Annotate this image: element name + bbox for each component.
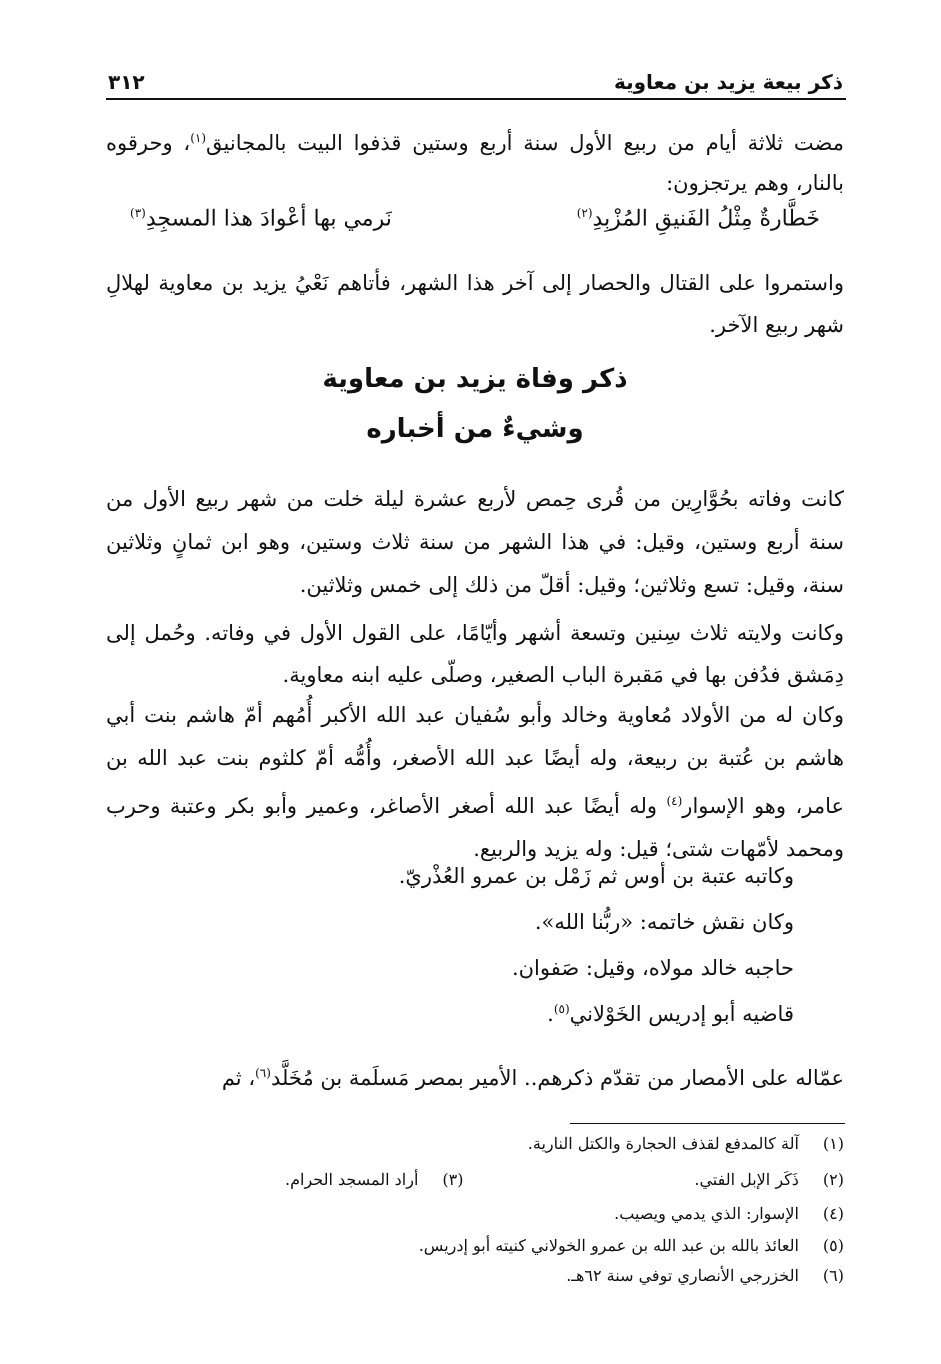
footnote-number: (٢) (822, 1170, 844, 1189)
footnote-6 (106, 1266, 844, 1285)
footnote-text: العائذ بالله بن عبد الله بن عمرو الخولاني كنيته أبو إدريس. (418, 1236, 799, 1255)
footnote-ref-4: (٤) (666, 794, 683, 808)
page-header (108, 62, 843, 102)
verse-hemistich-1 (577, 206, 820, 231)
paragraph-reign: وكانت ولايته ثلاث سِنين وتسعة أشهر وأيّامًا، على القول الأول في وفاته. وحُمل إلى دِمَشق فدُفن بها في مَقبرة الباب الصغير، وصلّى عليه ابنه معاوية. (106, 621, 844, 687)
seal-line: وكان نقش خاتمه: «ربُّنا الله». (534, 910, 794, 934)
judge-text: قاضيه أبو إدريس الخَوْلاني (569, 1002, 794, 1026)
paragraph-death: كانت وفاته بحُوَّارِين من قُرى حِمص لأربع عشرة ليلة خلت من شهر ربيع الأول من سنة أربع وستين، وقيل: في هذا الشهر من سنة ثلاث وستين، وهو ابن ثمانٍ وثلاثين سنة، وقيل: تسع وثلاثين؛ وقيل: أقلّ من ذلك إلى خمس وثلاثين. (106, 487, 844, 597)
governors-text: عمّاله على الأمصار من تقدّم ذكرهم.. الأمير بمصر مَسلَمة بن مُخَلَّد (270, 1066, 844, 1090)
footnote-number: (٤) (822, 1204, 844, 1223)
footnote-number: (٦) (822, 1266, 844, 1285)
footnote-text: ذَكَر الإبل الفتي. (694, 1170, 799, 1189)
footnote-3 (285, 1170, 464, 1189)
footnote-ref-5: (٥) (553, 1002, 570, 1016)
footnote-text: آلة كالمدفع لقذف الحجارة والكتل النارية. (527, 1134, 799, 1153)
footnote-4 (106, 1204, 844, 1223)
secretary-line: وكاتبه عتبة بن أوس ثم زَمْل بن عمرو العُذْريّ. (398, 864, 794, 888)
footnote-1 (106, 1134, 844, 1153)
section-title: ذكر وفاة يزيد بن معاوية (322, 364, 628, 394)
footnote-text: الخزرجي الأنصاري توفي سنة ٦٢هـ. (566, 1266, 799, 1285)
footnote-text: أراد المسجد الحرام. (285, 1170, 419, 1189)
footnote-number: (٥) (822, 1236, 844, 1255)
header-rule (106, 98, 846, 100)
footnote-number: (١) (822, 1134, 844, 1153)
children-text-end: وله أيضًا عبد الله أصغر الأصاغر، وعمير وأبو بكر وعتبة وحرب ومحمد لأمّهات شتى؛ قيل: وله يزيد والربيع. (106, 794, 844, 861)
poetry-verse (130, 198, 820, 240)
governors-paragraph (106, 1052, 844, 1099)
footnote-5 (106, 1236, 844, 1255)
running-title: ذكر بيعة يزيد بن معاوية (613, 70, 843, 94)
intro-text-end: ، وحرقوه بالنار، وهم يرتجزون: (106, 131, 844, 195)
page-number: ٣١٢ (108, 70, 145, 94)
footnote-rule (570, 1123, 845, 1124)
footnote-ref-1: (١) (190, 131, 207, 145)
hemistich-1-text: خَطَّارةٌ مِثْلُ الفَنيقِ المُزْبِدِ (592, 206, 820, 232)
intro-text: مضت ثلاثة أيام من ربيع الأول سنة أربع وستين قذفوا البيت بالمجانيق (206, 131, 844, 155)
footnote-ref-3: (٣) (130, 206, 146, 221)
footnote-number: (٣) (442, 1170, 464, 1189)
intro-paragraph (106, 118, 844, 203)
section-subtitle: وشيءٌ من أخباره (366, 414, 584, 444)
continuation-paragraph: واستمروا على القتال والحصار إلى آخر هذا الشهر، فأتاهم نَعْيُ يزيد بن معاوية لهلالِ شهر ربيع الآخر. (106, 271, 844, 337)
children-text: وكان له من الأولاد مُعاوية وخالد وأبو سُفيان عبد الله الأكبر أُمُهم أمّ هاشم بنت أبي هاشم بن عُتبة بن ربيعة، وله أيضًا عبد الله الأصغر، وأُمُّه أمّ كلثوم بنت عبد الله بن عامر، وهو الإسوار (106, 703, 844, 818)
footnote-text: الإسوار: الذي يدمي ويصيب. (614, 1204, 799, 1223)
governors-text-end: ، ثم (221, 1066, 256, 1090)
hemistich-2-text: نَرمي بها أعْوادَ هذا المسجِدِ (145, 206, 392, 232)
footnote-ref-2: (٢) (576, 206, 593, 221)
footnote-ref-6: (٦) (255, 1066, 271, 1080)
footnote-2 (106, 1170, 844, 1189)
judge-line (56, 1002, 794, 1026)
verse-hemistich-2 (130, 206, 392, 231)
judge-text-end: . (547, 1002, 554, 1026)
paragraph-children (106, 694, 844, 871)
chamberlain-line: حاجبه خالد مولاه، وقيل: صَفوان. (511, 956, 794, 980)
